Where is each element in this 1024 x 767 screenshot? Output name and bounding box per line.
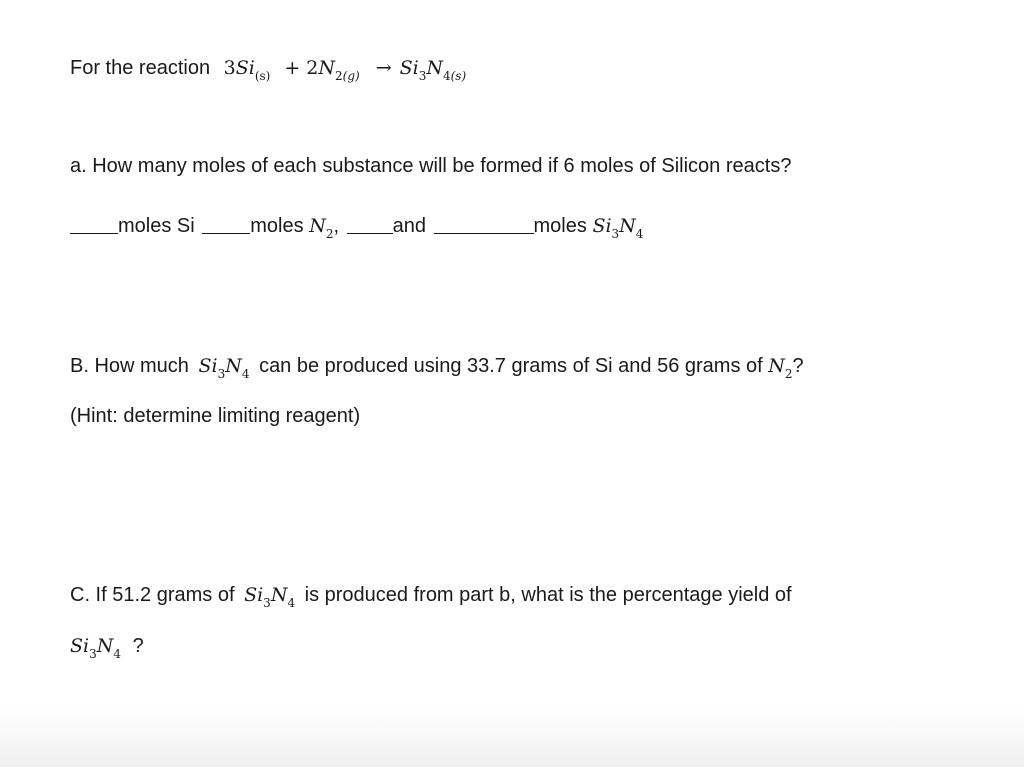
question-c-post: is produced from part b, what is the percentage yield of bbox=[304, 584, 792, 606]
n-symbol-c: N bbox=[270, 584, 288, 606]
n-subscript-c: 4 bbox=[287, 596, 296, 610]
question-c-line2 bbox=[70, 634, 144, 661]
question-b bbox=[70, 354, 804, 381]
formula-si3n4-c bbox=[244, 584, 296, 610]
state-si: (s) bbox=[254, 69, 271, 83]
n-symbol-c2: N bbox=[96, 635, 114, 657]
si-subscript-b: 3 bbox=[217, 367, 226, 381]
label-moles-si3n4: moles bbox=[533, 215, 587, 237]
answer-blank-and[interactable] bbox=[347, 215, 393, 234]
reactant-si: Si bbox=[235, 57, 255, 79]
coefficient-si: 3 bbox=[223, 57, 236, 79]
formula-n2 bbox=[309, 215, 334, 241]
product-si: Si bbox=[399, 57, 419, 79]
si-symbol-c: Si bbox=[244, 584, 264, 606]
reaction-line bbox=[70, 56, 467, 83]
coefficient-n: 2 bbox=[306, 57, 319, 79]
si-subscript-c2: 3 bbox=[89, 647, 97, 661]
bottom-shade bbox=[0, 707, 1024, 767]
si-symbol-b: Si bbox=[198, 355, 218, 377]
product-subscript-n: 4 bbox=[442, 69, 451, 83]
si-symbol-c2: Si bbox=[70, 635, 90, 657]
product-state: (s) bbox=[450, 69, 467, 83]
label-moles-si: moles Si bbox=[118, 215, 195, 237]
reactant-n: N bbox=[318, 57, 335, 79]
answer-blank-n2[interactable] bbox=[202, 215, 250, 234]
comma: , bbox=[333, 215, 340, 237]
formula-si3n4 bbox=[592, 215, 644, 241]
si-subscript-c: 3 bbox=[263, 596, 271, 610]
n-symbol-2: N bbox=[619, 215, 636, 237]
subscript-n: 2 bbox=[335, 69, 343, 83]
n-subscript-2: 4 bbox=[635, 227, 644, 241]
n-subscript-b: 4 bbox=[241, 367, 250, 381]
si-subscript: 3 bbox=[611, 227, 620, 241]
question-c-pre: C. If 51.2 grams of bbox=[70, 584, 235, 606]
formula-si3n4-b bbox=[198, 355, 250, 381]
question-a: a. How many moles of each substance will be formed if 6 moles of Silicon reacts? bbox=[70, 155, 792, 177]
product-subscript-si: 3 bbox=[418, 69, 427, 83]
formula-n2-b bbox=[768, 355, 793, 381]
n2-symbol-b: N bbox=[768, 355, 785, 377]
n-symbol-b: N bbox=[225, 355, 242, 377]
si-symbol: Si bbox=[592, 215, 612, 237]
question-b-end: ? bbox=[792, 355, 804, 377]
question-b-pre: B. How much bbox=[70, 355, 189, 377]
question-c-end: ? bbox=[132, 635, 144, 657]
answer-blank-si3n4[interactable] bbox=[434, 215, 534, 234]
question-c bbox=[70, 583, 792, 610]
state-n: (g) bbox=[342, 69, 360, 83]
reaction-intro: For the reaction bbox=[70, 57, 211, 79]
n-subscript: 2 bbox=[325, 227, 334, 241]
label-moles-n2: moles bbox=[250, 215, 304, 237]
reaction-equation bbox=[223, 57, 467, 83]
question-b-mid: can be produced using 33.7 grams of Si and 56 grams of bbox=[259, 355, 763, 377]
n2-subscript-b: 2 bbox=[784, 367, 793, 381]
n-subscript-c2: 4 bbox=[113, 647, 121, 661]
plus-sign: + bbox=[284, 57, 301, 79]
answer-line bbox=[70, 214, 644, 241]
label-and: and bbox=[392, 215, 426, 237]
reaction-arrow: → bbox=[375, 57, 392, 79]
hint-text: (Hint: determine limiting reagent) bbox=[70, 405, 361, 427]
product-n: N bbox=[426, 57, 443, 79]
formula-si3n4-c2 bbox=[70, 635, 121, 661]
n-symbol: N bbox=[309, 215, 326, 237]
answer-blank-si[interactable] bbox=[70, 215, 118, 234]
